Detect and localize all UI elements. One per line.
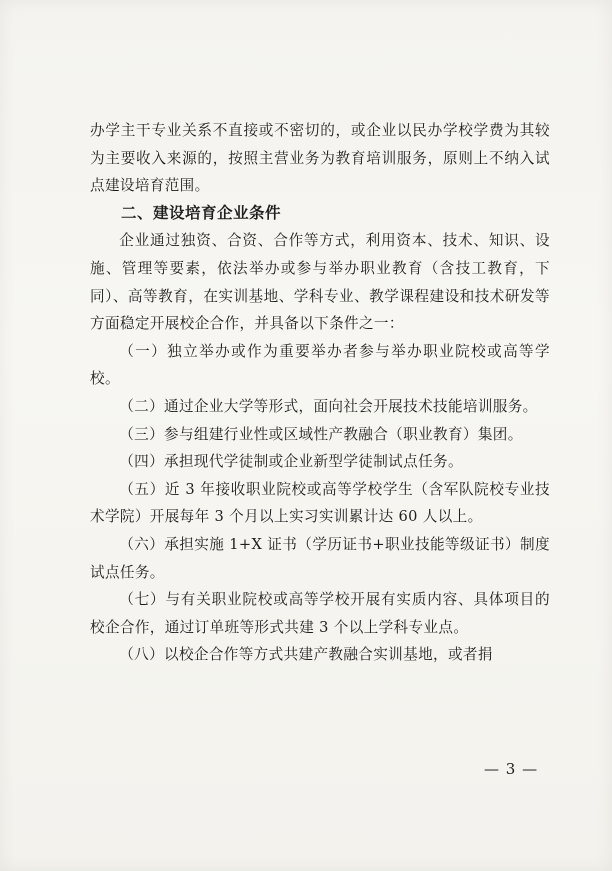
condition-item-2: （二）通过企业大学等形式，面向社会开展技术技能培训服务。 (119, 397, 538, 415)
condition-item-4: （四）承担现代学徒制或企业新型学徒制试点任务。 (119, 453, 463, 471)
page-number: — 3 — (484, 760, 539, 778)
opening-paragraph: 办学主干专业关系不直接或不密切的，或企业以民办学校学费为其较为主要收入来源的，按照主营业务为教育培训服务，原则上不纳入试点建设培育范围。 (90, 122, 550, 195)
condition-item-6: （六）承担实施 1+X 证书（学历证书+职业技能等级证书）制度试点任务。 (90, 535, 550, 581)
condition-item-7: （七）与有关职业院校或高等学校开展有实质内容、具体项目的校企合作，通过订单班等形式共建 3 个以上学科专业点。 (90, 591, 550, 636)
condition-item-8: （八）以校企合作等方式共建产教融合实训基地，或者捐 (119, 646, 493, 664)
condition-item-1: （一）独立举办或作为重要举办者参与举办职业院校或高等学校。 (90, 342, 550, 388)
condition-item-3: （三）参与组建行业性或区域性产教融合（职业教育）集团。 (119, 425, 523, 443)
intro-paragraph: 企业通过独资、合资、合作等方式，利用资本、技术、知识、设施、管理等要素，依法举办或参与举办职业教育（含技工教育，下同）、高等教育，在实训基地、学科专业、教学课程建设和技术研发等方面稳定开展校企合作，并具备以下条件之一： (90, 232, 550, 333)
section-heading: 二、建设培育企业条件 (121, 203, 282, 222)
document-body (90, 117, 550, 669)
condition-item-5: （五）近 3 年接收职业院校或高等学校学生（含军队院校专业技术学院）开展每年 3 个月以上实习实训累计达 60 人以上。 (90, 480, 550, 526)
